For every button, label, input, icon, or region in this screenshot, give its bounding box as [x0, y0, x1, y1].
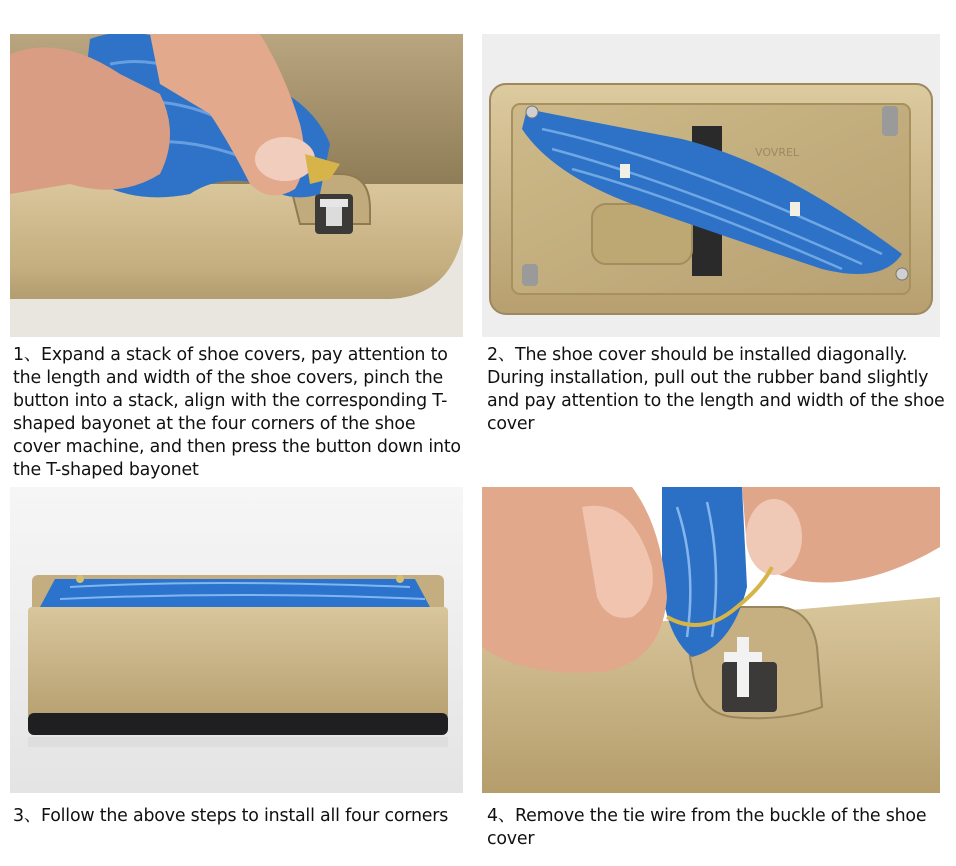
- hand-inserting-button-photo: [10, 34, 463, 337]
- step-1-photo: [10, 34, 463, 337]
- step-2-caption: 2、The shoe cover should be installed diagonally. During installation, pull out the rubber band slightly and pay attention to the length and width of the shoe cover: [487, 345, 945, 434]
- step-3-caption: 3、Follow the above steps to install all four corners: [13, 806, 449, 826]
- step-1-caption: 1、Expand a stack of shoe covers, pay attention to the length and width of the shoe covers, pinch the button into a stack, align with the corresponding T-shaped bayonet at the four corners of the shoe cover machine, and then press the button down into the T-shaped bayonet: [13, 345, 461, 480]
- step-4-caption: 4、Remove the tie wire from the buckle of the shoe cover: [487, 806, 927, 849]
- step-2-photo: [482, 34, 940, 337]
- step-3-photo: [10, 487, 463, 793]
- machine-side-view-photo: [10, 487, 463, 793]
- hand-removing-tie-wire-photo: [482, 487, 940, 793]
- watermark-text: VOVREL: [755, 146, 800, 159]
- machine-top-view-photo: [482, 34, 940, 337]
- step-4-photo: [482, 487, 940, 793]
